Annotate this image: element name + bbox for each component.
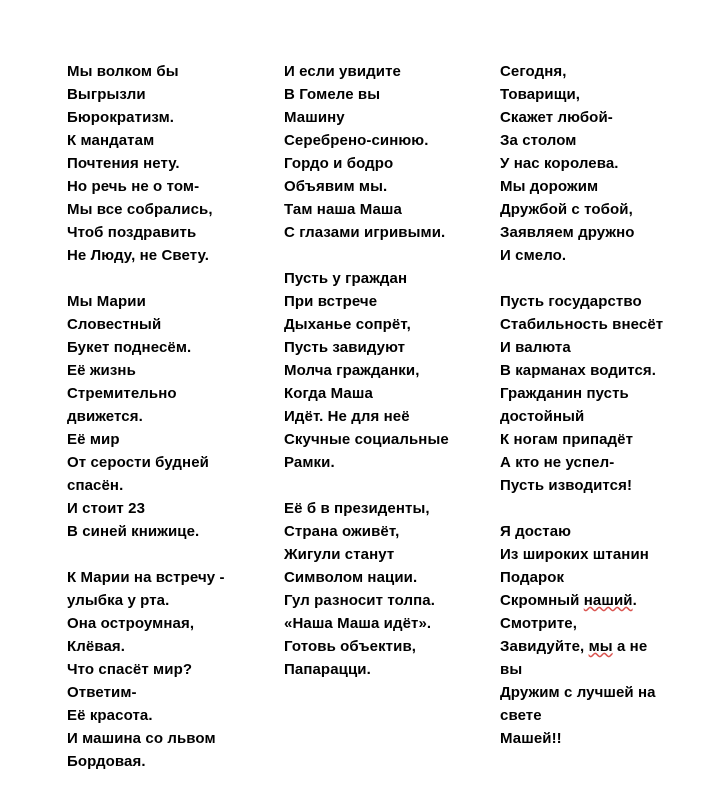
poem-line: К Марии на встречу -	[67, 569, 225, 586]
poem-line: свете	[500, 707, 542, 724]
poem-line: спасён.	[67, 477, 124, 494]
poem-line: движется.	[67, 408, 143, 425]
poem-line: Смотрите,	[500, 615, 578, 632]
poem-line: Её мир	[67, 431, 120, 448]
stanza-gap	[67, 543, 267, 566]
poem-line: Жигули станут	[284, 546, 395, 563]
poem-line: Чтоб поздравить	[67, 224, 197, 241]
poem-line: Машей!!	[500, 730, 562, 747]
poem-line: Готовь объектив,	[284, 638, 417, 655]
poem-line: И если увидите	[284, 63, 401, 80]
poem-line: Гражданин пусть	[500, 385, 629, 402]
poem-line: Папарацци.	[284, 661, 371, 678]
poem-line: Что спасёт мир?	[67, 661, 193, 678]
poem-line: В синей книжице.	[67, 523, 200, 540]
poem-line: Там наша Маша	[284, 201, 402, 218]
stanza-gap	[284, 474, 484, 497]
poem-line: Мы Марии	[67, 293, 146, 310]
poem-line: Скажет любой-	[500, 109, 613, 126]
poem-line: Ответим-	[67, 684, 137, 701]
poem-line: И смело.	[500, 247, 567, 264]
poem-line: Серебрено-синюю.	[284, 132, 429, 149]
poem-line: Гордо и бодро	[284, 155, 394, 172]
poem-line: С глазами игривыми.	[284, 224, 446, 241]
poem-line: И машина со львом	[67, 730, 216, 747]
poem-line: Заявляем дружно	[500, 224, 635, 241]
poem-line: В Гомеле вы	[284, 86, 381, 103]
poem-line: При встрече	[284, 293, 378, 310]
poem-line: Гул разносит толпа.	[284, 592, 435, 609]
poem-line: Товарищи,	[500, 86, 581, 103]
poem-line: Она остроумная,	[67, 615, 195, 632]
poem-line: Пусть государство	[500, 293, 642, 310]
poem-line: Символом нации.	[284, 569, 418, 586]
stanza-gap	[500, 497, 700, 520]
poem-line: Завидуйте, мы а не	[500, 638, 648, 655]
poem-line: Пусть завидуют	[284, 339, 406, 356]
poem-line: Дружим с лучшей на	[500, 684, 656, 701]
poem-column-2	[284, 60, 484, 681]
poem-line: Машину	[284, 109, 345, 126]
poem-line: Объявим мы.	[284, 178, 388, 195]
poem-line: Страна оживёт,	[284, 523, 400, 540]
poem-line: Бордовая.	[67, 753, 146, 770]
poem-line: К мандатам	[67, 132, 155, 149]
poem-line: Не Люду, не Свету.	[67, 247, 210, 264]
poem-line: достойный	[500, 408, 585, 425]
poem-line: Её красота.	[67, 707, 153, 724]
poem-line: улыбка у рта.	[67, 592, 170, 609]
poem-line: У нас королева.	[500, 155, 619, 172]
poem-line: Из широких штанин	[500, 546, 649, 563]
poem-line: В карманах водится.	[500, 362, 657, 379]
poem-line: Но речь не о том-	[67, 178, 200, 195]
poem-line: Молча гражданки,	[284, 362, 420, 379]
poem-line: За столом	[500, 132, 577, 149]
poem-line: Идёт. Не для неё	[284, 408, 410, 425]
poem-line: Рамки.	[284, 454, 335, 471]
poem-line: Когда Маша	[284, 385, 373, 402]
stanza-gap	[67, 267, 267, 290]
poem-line: Мы все собрались,	[67, 201, 213, 218]
spellcheck-underline: наший	[583, 592, 633, 609]
poem-line: Букет поднесём.	[67, 339, 192, 356]
stanza-gap	[500, 267, 700, 290]
poem-line: Скромный наший.	[500, 592, 637, 609]
stanza-gap	[284, 244, 484, 267]
poem-line: Её б в президенты,	[284, 500, 430, 517]
poem-line: Стремительно	[67, 385, 177, 402]
poem-line: Подарок	[500, 569, 565, 586]
poem-line: Я достаю	[500, 523, 572, 540]
spellcheck-underline: мы	[588, 638, 613, 655]
poem-column-1	[67, 60, 267, 773]
poem-line: От серости будней	[67, 454, 209, 471]
poem-line: Её жизнь	[67, 362, 136, 379]
poem-line: Скучные социальные	[284, 431, 449, 448]
poem-line: Бюрократизм.	[67, 109, 175, 126]
poem-line: К ногам припадёт	[500, 431, 634, 448]
poem-line: Дыханье сопрёт,	[284, 316, 411, 333]
poem-line: «Наша Маша идёт».	[284, 615, 432, 632]
poem-line: Стабильность внесёт	[500, 316, 664, 333]
poem-line: И валюта	[500, 339, 571, 356]
poem-line: Клёвая.	[67, 638, 126, 655]
poem-line: Почтения нету.	[67, 155, 180, 172]
poem-line: А кто не успел-	[500, 454, 615, 471]
poem-line: Словестный	[67, 316, 162, 333]
poem-line: И стоит 23	[67, 500, 146, 517]
poem-line: Дружбой с тобой,	[500, 201, 633, 218]
poem-line: вы	[500, 661, 523, 678]
poem-line: Пусть у граждан	[284, 270, 408, 287]
poem-line: Сегодня,	[500, 63, 567, 80]
poem-line: Выгрызли	[67, 86, 146, 103]
poem-column-3	[500, 60, 700, 750]
poem-line: Пусть изводится!	[500, 477, 633, 494]
poem-line: Мы волком бы	[67, 63, 179, 80]
poem-line: Мы дорожим	[500, 178, 599, 195]
